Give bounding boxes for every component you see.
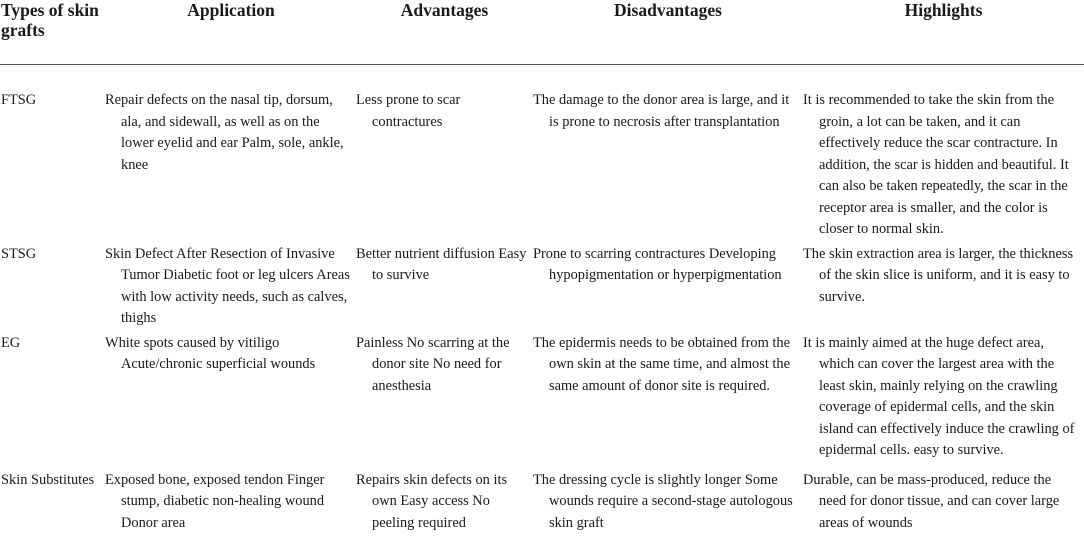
header-row <box>0 0 1084 65</box>
header-highlights: Highlights <box>904 0 983 20</box>
application-text: Skin Defect After Resection of Invasive Tumor Diabetic foot or leg ulcers Areas with low activity needs, such as calves, thighs <box>105 245 350 326</box>
cell-highlights <box>803 462 1084 535</box>
application-text: Exposed bone, exposed tendon Finger stump, diabetic non-healing wound Donor area <box>105 471 325 531</box>
cell-highlights <box>803 241 1084 330</box>
highlights-text: The skin extraction area is larger, the thickness of the skin slice is uniform, and it is easy to survive. <box>803 245 1074 305</box>
highlights-text: Durable, can be mass-produced, reduce the need for donor tissue, and can cover large areas of wounds <box>803 471 1060 531</box>
type-text: Skin Substitutes <box>1 471 95 488</box>
cell-type: STSG <box>1 245 37 262</box>
cell-type: EG <box>1 334 21 351</box>
highlights-text: It is mainly aimed at the huge defect area, which can cover the largest area with the least skin, mainly relying on the crawling coverage of epidermal cells, and the skin island can effectively induce the crawling of epidermal cells. easy to survive. <box>803 334 1075 458</box>
cell-highlights <box>803 65 1084 241</box>
disadvantages-text: The damage to the donor area is large, and it is prone to necrosis after transplantation <box>533 92 790 130</box>
advantages-text: Less prone to scar contractures <box>356 92 461 130</box>
cell-type <box>0 462 106 535</box>
cell-advantages <box>356 462 533 535</box>
advantages-text: Better nutrient diffusion Easy to survive <box>356 245 527 283</box>
disadvantages-text: The epidermis needs to be obtained from the own skin at the same time, and almost the same amount of donor site is required. <box>533 334 790 394</box>
table-body <box>0 65 1084 535</box>
highlights-text: It is recommended to take the skin from the groin, a lot can be taken, and it can effectively reduce the scar contracture. In addition, the scar is hidden and beautiful. It can also be taken repeatedly, the scar in the receptor area is smaller, and the color is closer to normal skin. <box>803 92 1069 237</box>
cell-application <box>106 241 356 330</box>
header-types: Types of skin grafts <box>1 0 99 40</box>
cell-highlights <box>803 330 1084 462</box>
table-row <box>0 241 1084 330</box>
application-text: Repair defects on the nasal tip, dorsum, ala, and sidewall, as well as on the lower eyelid and ear Palm, sole, ankle, knee <box>105 92 344 173</box>
cell-disadvantages <box>533 241 803 330</box>
disadvantages-text: Prone to scarring contractures Developing hypopigmentation or hyperpigmentation <box>533 245 782 283</box>
table-row <box>0 462 1084 535</box>
cell-disadvantages <box>533 330 803 462</box>
header-application: Application <box>187 0 275 20</box>
header-disadvantages: Disadvantages <box>614 0 722 20</box>
advantages-text: Painless No scarring at the donor site No need for anesthesia <box>356 334 510 394</box>
cell-disadvantages <box>533 462 803 535</box>
cell-application <box>106 330 356 462</box>
advantages-text: Repairs skin defects on its own Easy access No peeling required <box>356 471 508 531</box>
table-header <box>0 0 1084 65</box>
cell-application <box>106 462 356 535</box>
table-row <box>0 330 1084 462</box>
disadvantages-text: The dressing cycle is slightly longer Some wounds require a second-stage autologous skin graft <box>533 471 793 531</box>
cell-advantages <box>356 241 533 330</box>
cell-advantages <box>356 65 533 241</box>
cell-type: FTSG <box>1 92 37 108</box>
application-text: White spots caused by vitiligo Acute/chronic superficial wounds <box>105 334 316 372</box>
header-advantages: Advantages <box>400 0 489 20</box>
table-row <box>0 65 1084 241</box>
cell-disadvantages <box>533 65 803 241</box>
cell-application <box>106 65 356 241</box>
cell-advantages <box>356 330 533 462</box>
